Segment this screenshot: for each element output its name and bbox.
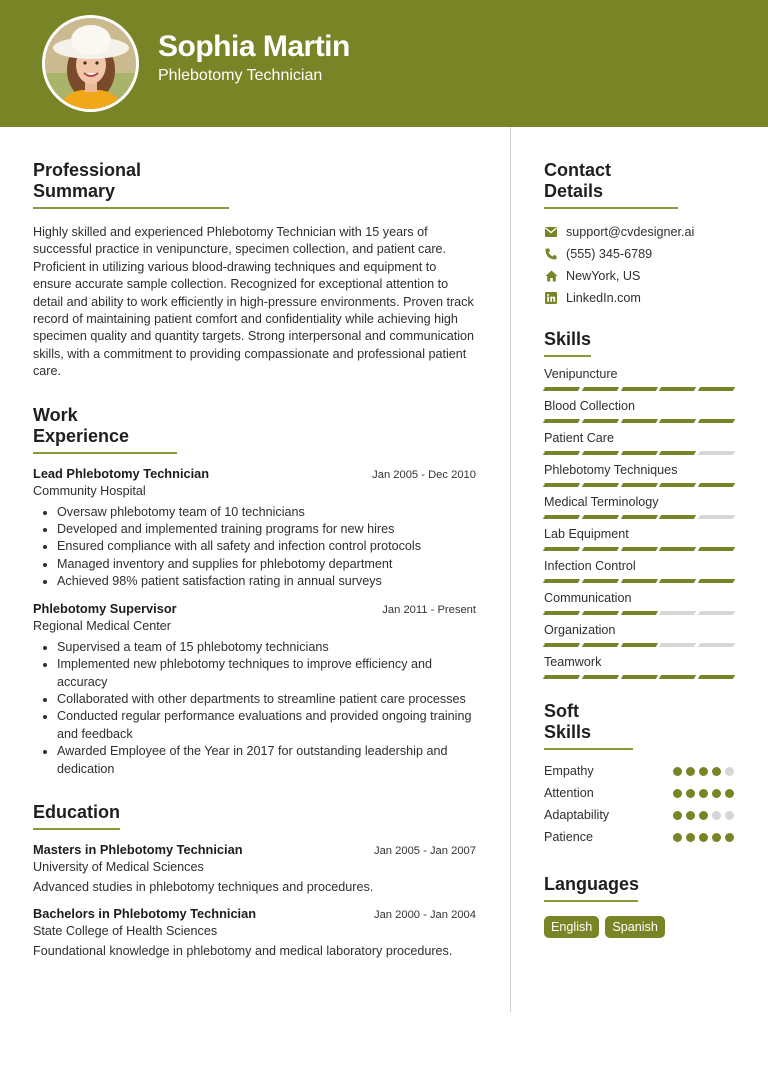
languages-list xyxy=(544,916,734,938)
skill-level-segment xyxy=(543,675,580,679)
skill-level-segment xyxy=(698,675,735,679)
languages-heading: Languages xyxy=(544,874,638,902)
skill-level-segment xyxy=(582,643,619,647)
profile-photo xyxy=(42,15,139,112)
soft-skill-item xyxy=(544,826,734,848)
rating-dot xyxy=(712,833,721,842)
job-role: Phlebotomy Supervisor xyxy=(33,600,177,616)
rating-dot xyxy=(725,789,734,798)
rating-dot xyxy=(686,833,695,842)
rating-dot xyxy=(725,811,734,820)
skill-level-segment xyxy=(698,483,735,487)
list-item: • Developed and implemented training programs for new hires xyxy=(57,521,476,538)
skill-level-segment xyxy=(543,579,580,583)
soft-skill-name: Attention xyxy=(544,786,594,800)
skill-level-bar xyxy=(544,515,734,519)
skill-level-bar xyxy=(544,547,734,551)
skill-level-segment xyxy=(543,419,580,423)
skill-level-segment xyxy=(698,579,735,583)
skill-level-segment xyxy=(659,419,696,423)
contact-email-text: support@cvdesigner.ai xyxy=(566,225,695,239)
skill-level-segment xyxy=(620,419,657,423)
skill-level-segment xyxy=(620,483,657,487)
education-date: Jan 2000 - Jan 2004 xyxy=(373,909,476,922)
skill-level-segment xyxy=(620,451,657,455)
skill-level-segment xyxy=(620,611,657,615)
job-organization: Community Hospital xyxy=(33,483,146,498)
phone-icon xyxy=(544,247,558,261)
contact-email[interactable] xyxy=(544,221,734,243)
skill-level-segment xyxy=(582,515,619,519)
skill-item xyxy=(544,463,734,487)
skill-level-segment xyxy=(698,419,735,423)
skill-level-bar xyxy=(544,451,734,455)
skill-level-segment xyxy=(543,547,580,551)
skill-item xyxy=(544,495,734,519)
education-heading: Education xyxy=(33,802,120,830)
skill-item xyxy=(544,431,734,455)
list-item: • Oversaw phlebotomy team of 10 technicians xyxy=(57,504,476,521)
contact-linkedin[interactable] xyxy=(544,287,734,309)
rating-dot xyxy=(712,789,721,798)
contact-linkedin-text: LinkedIn.com xyxy=(566,291,641,305)
skill-level-segment xyxy=(543,483,580,487)
skill-level-bar xyxy=(544,675,734,679)
skill-name: Medical Terminology xyxy=(544,495,659,509)
skill-name: Lab Equipment xyxy=(544,527,629,541)
skill-level-segment xyxy=(543,643,580,647)
soft-skill-rating xyxy=(673,811,734,820)
education-entry xyxy=(33,842,476,896)
rating-dot xyxy=(673,789,682,798)
skill-level-segment xyxy=(582,675,619,679)
skill-item xyxy=(544,591,734,615)
list-item: • Collaborated with other departments to streamline patient care processes xyxy=(57,691,476,708)
rating-dot xyxy=(725,767,734,776)
home-icon xyxy=(544,269,558,283)
school-name: University of Medical Sciences xyxy=(33,859,204,874)
list-item: • Supervised a team of 15 phlebotomy technicians xyxy=(57,639,476,656)
soft-skill-item xyxy=(544,782,734,804)
skill-item xyxy=(544,559,734,583)
summary-heading: Professional Summary xyxy=(33,160,229,209)
soft-skill-item xyxy=(544,804,734,826)
skill-level-segment xyxy=(659,547,696,551)
skill-level-segment xyxy=(582,483,619,487)
rating-dot xyxy=(699,833,708,842)
skill-level-segment xyxy=(620,547,657,551)
skill-name: Teamwork xyxy=(544,655,602,669)
rating-dot xyxy=(725,833,734,842)
skill-item xyxy=(544,655,734,679)
skill-level-segment xyxy=(543,611,580,615)
list-item: • Awarded Employee of the Year in 2017 for outstanding leadership and dedication xyxy=(57,743,476,778)
skill-level-segment xyxy=(659,483,696,487)
education-description: Foundational knowledge in phlebotomy and medical laboratory procedures. xyxy=(33,944,453,959)
rating-dot xyxy=(699,767,708,776)
skill-level-bar xyxy=(544,643,734,647)
contact-heading: Contact Details xyxy=(544,160,678,209)
skill-level-bar xyxy=(544,611,734,615)
skill-name: Venipuncture xyxy=(544,367,618,381)
skill-name: Communication xyxy=(544,591,632,605)
language-tag: Spanish xyxy=(605,916,665,938)
skill-level-segment xyxy=(659,387,696,391)
rating-dot xyxy=(673,833,682,842)
skill-level-segment xyxy=(620,643,657,647)
degree-name: Bachelors in Phlebotomy Technician xyxy=(33,906,257,922)
skill-level-bar xyxy=(544,387,734,391)
skill-level-segment xyxy=(659,643,696,647)
skill-item xyxy=(544,623,734,647)
skill-name: Infection Control xyxy=(544,559,636,573)
skill-level-segment xyxy=(698,515,735,519)
skill-level-segment xyxy=(659,675,696,679)
list-item: • Achieved 98% patient satisfaction rating in annual surveys xyxy=(57,573,476,590)
soft-skill-rating xyxy=(673,767,734,776)
skill-item xyxy=(544,527,734,551)
soft-skill-name: Patience xyxy=(544,830,594,844)
candidate-title: Phlebotomy Technician xyxy=(158,67,323,84)
rating-dot xyxy=(686,811,695,820)
skill-level-segment xyxy=(698,451,735,455)
skill-level-segment xyxy=(620,387,657,391)
list-item: • Ensured compliance with all safety and infection control protocols xyxy=(57,538,476,555)
skill-level-segment xyxy=(659,579,696,583)
work-heading: Work Experience xyxy=(33,405,177,454)
skill-level-segment xyxy=(659,451,696,455)
skill-item xyxy=(544,367,734,391)
job-date: Jan 2005 - Dec 2010 xyxy=(372,468,476,481)
rating-dot xyxy=(699,789,708,798)
summary-text: Highly skilled and experienced Phlebotomy Technician with 15 years of successful practice in venipuncture, specimen collection, and patient care. Proficient in utilizing various blood-drawing techniques and equipment to ensure accurate sample collection. Recognized for exceptional attention to detail and ability to work efficiently in high-pressure environments. Proven track record of maintaining patient comfort and confidentiality while achieving high specimen quality and quantity targets. Strong interpersonal and communication skills, with a commitment to providing compassionate and professional patient care. xyxy=(33,225,475,379)
candidate-name: Sophia Martin xyxy=(158,30,350,63)
skill-level-segment xyxy=(582,611,619,615)
skill-level-segment xyxy=(582,547,619,551)
language-tag: English xyxy=(544,916,599,938)
soft-skills-heading: Soft Skills xyxy=(544,701,633,750)
contact-location xyxy=(544,265,734,287)
skill-level-bar xyxy=(544,419,734,423)
skill-name: Organization xyxy=(544,623,616,637)
job-bullets xyxy=(33,504,476,591)
list-item: • Managed inventory and supplies for phlebotomy department xyxy=(57,556,476,573)
skill-item xyxy=(544,399,734,423)
education-date: Jan 2005 - Jan 2007 xyxy=(373,844,476,857)
skill-level-segment xyxy=(698,387,735,391)
education-entry xyxy=(33,906,476,960)
skill-level-segment xyxy=(620,515,657,519)
main-column xyxy=(33,160,476,961)
column-divider xyxy=(510,127,511,1012)
soft-skills-list xyxy=(544,760,734,848)
school-name: State College of Health Sciences xyxy=(33,924,218,939)
skills-heading: Skills xyxy=(544,329,591,357)
envelope-icon xyxy=(544,225,558,239)
degree-name: Masters in Phlebotomy Technician xyxy=(33,841,243,857)
list-item: • Conducted regular performance evaluations and provided ongoing training and feedback xyxy=(57,708,476,743)
skill-name: Blood Collection xyxy=(544,399,636,413)
education-description: Advanced studies in phlebotomy techniques and procedures. xyxy=(33,879,374,894)
skill-name: Phlebotomy Techniques xyxy=(544,463,678,477)
skill-level-segment xyxy=(698,611,735,615)
skill-level-segment xyxy=(659,611,696,615)
job-bullets xyxy=(33,639,476,778)
soft-skill-rating xyxy=(673,789,734,798)
job-entry xyxy=(33,601,476,778)
rating-dot xyxy=(686,789,695,798)
soft-skill-name: Empathy xyxy=(544,764,594,778)
skill-level-segment xyxy=(582,579,619,583)
skill-level-segment xyxy=(620,675,657,679)
soft-skill-rating xyxy=(673,833,734,842)
skill-level-segment xyxy=(620,579,657,583)
job-organization: Regional Medical Center xyxy=(33,618,171,633)
sidebar-column xyxy=(544,160,734,938)
rating-dot xyxy=(686,767,695,776)
skill-level-segment xyxy=(582,387,619,391)
rating-dot xyxy=(712,767,721,776)
contact-location-text: NewYork, US xyxy=(566,269,641,283)
soft-skill-name: Adaptability xyxy=(544,808,610,822)
skill-level-bar xyxy=(544,483,734,487)
skill-level-segment xyxy=(543,387,580,391)
contact-phone-text: (555) 345-6789 xyxy=(566,247,653,261)
contact-phone[interactable] xyxy=(544,243,734,265)
skill-level-segment xyxy=(582,451,619,455)
skill-level-segment xyxy=(659,515,696,519)
linkedin-icon xyxy=(544,291,558,305)
job-date: Jan 2011 - Present xyxy=(382,603,476,616)
job-entry xyxy=(33,466,476,591)
skill-level-segment xyxy=(543,515,580,519)
rating-dot xyxy=(699,811,708,820)
skill-level-bar xyxy=(544,579,734,583)
job-role: Lead Phlebotomy Technician xyxy=(33,465,210,481)
list-item: • Implemented new phlebotomy techniques to improve efficiency and accuracy xyxy=(57,656,476,691)
skill-level-segment xyxy=(543,451,580,455)
rating-dot xyxy=(673,767,682,776)
soft-skill-item xyxy=(544,760,734,782)
header-banner xyxy=(0,0,768,127)
skill-level-segment xyxy=(582,419,619,423)
skill-name: Patient Care xyxy=(544,431,615,445)
skill-level-segment xyxy=(698,547,735,551)
rating-dot xyxy=(673,811,682,820)
skills-list xyxy=(544,367,734,679)
rating-dot xyxy=(712,811,721,820)
skill-level-segment xyxy=(698,643,735,647)
